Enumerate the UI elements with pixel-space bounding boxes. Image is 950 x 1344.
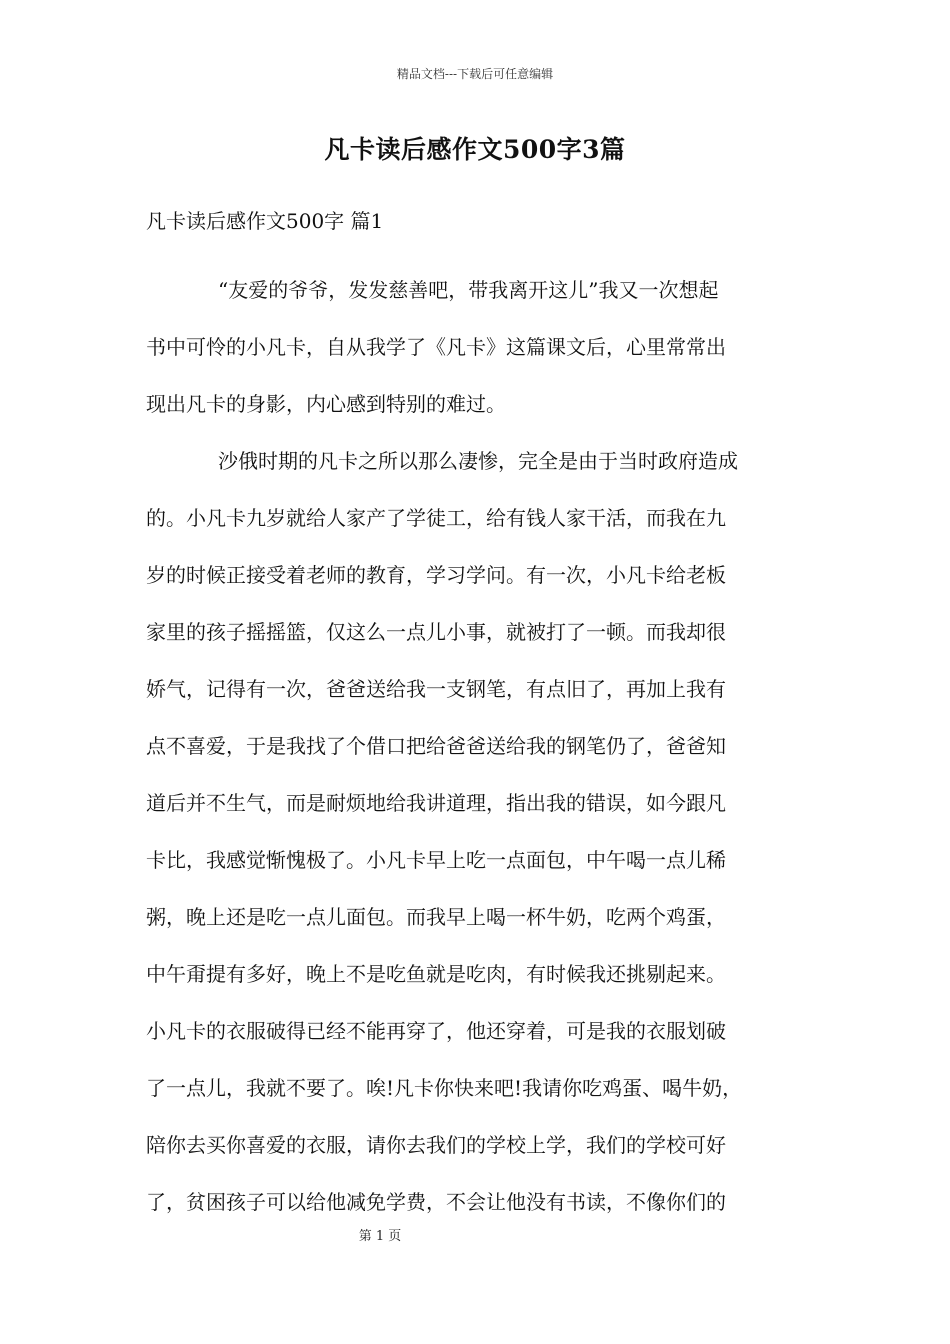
text-line: 沙俄时期的凡卡之所以那么凄惨，完全是由于当时政府造成 [218,449,738,473]
text-line: 道后并不生气，而是耐烦地给我讲道理，指出我的错误，如今跟凡 [146,791,726,815]
text-line: 现出凡卡的身影，内心感到特别的难过。 [146,392,506,416]
text-line: 书中可怜的小凡卡，自从我学了《凡卡》这篇课文后，心里常常出 [146,335,726,359]
text-line: 的。小凡卡九岁就给人家产了学徒工，给有钱人家干活，而我在九 [146,506,726,530]
text-line: 了一点儿，我就不要了。唉!凡卡你快来吧!我请你吃鸡蛋、喝牛奶， [146,1076,743,1100]
text-line: 岁的时候正接受着老师的教育，学习学问。有一次，小凡卡给老板 [146,563,726,587]
page-header: 精品文档---下载后可任意编辑 [396,67,554,81]
text-line: 中午甭提有多好，晚上不是吃鱼就是吃肉，有时候我还挑剔起来。 [146,962,726,986]
section-heading: 凡卡读后感作文500字 篇1 [146,209,384,233]
paragraph [146,262,814,433]
text-line: 陪你去买你喜爱的衣服，请你去我们的学校上学，我们的学校可好 [146,1133,726,1157]
text-line: 点不喜爱，于是我找了个借口把给爸爸送给我的钢笔仍了，爸爸知 [146,734,726,758]
document-title: 凡卡读后感作文500字3篇 [324,135,626,164]
text-line: 娇气，记得有一次，爸爸送给我一支钢笔，有点旧了，再加上我有 [146,677,726,701]
paragraph [146,433,814,1231]
text-line: 卡比，我感觉惭愧极了。小凡卡早上吃一点面包，中午喝一点儿稀 [146,848,726,872]
page-number: 第 1 页 [358,1229,402,1244]
text-line: 粥，晚上还是吃一点儿面包。而我早上喝一杯牛奶，吃两个鸡蛋， [146,905,726,929]
text-line: 了，贫困孩子可以给他减免学费，不会让他没有书读，不像你们的 [146,1190,726,1214]
document-body [146,262,814,1231]
text-line: 家里的孩子摇摇篮，仅这么一点儿小事，就被打了一顿。而我却很 [146,620,726,644]
text-line: “友爱的爷爷，发发慈善吧，带我离开这儿”我又一次想起 [218,278,719,302]
text-line: 小凡卡的衣服破得已经不能再穿了，他还穿着，可是我的衣服划破 [146,1019,726,1043]
